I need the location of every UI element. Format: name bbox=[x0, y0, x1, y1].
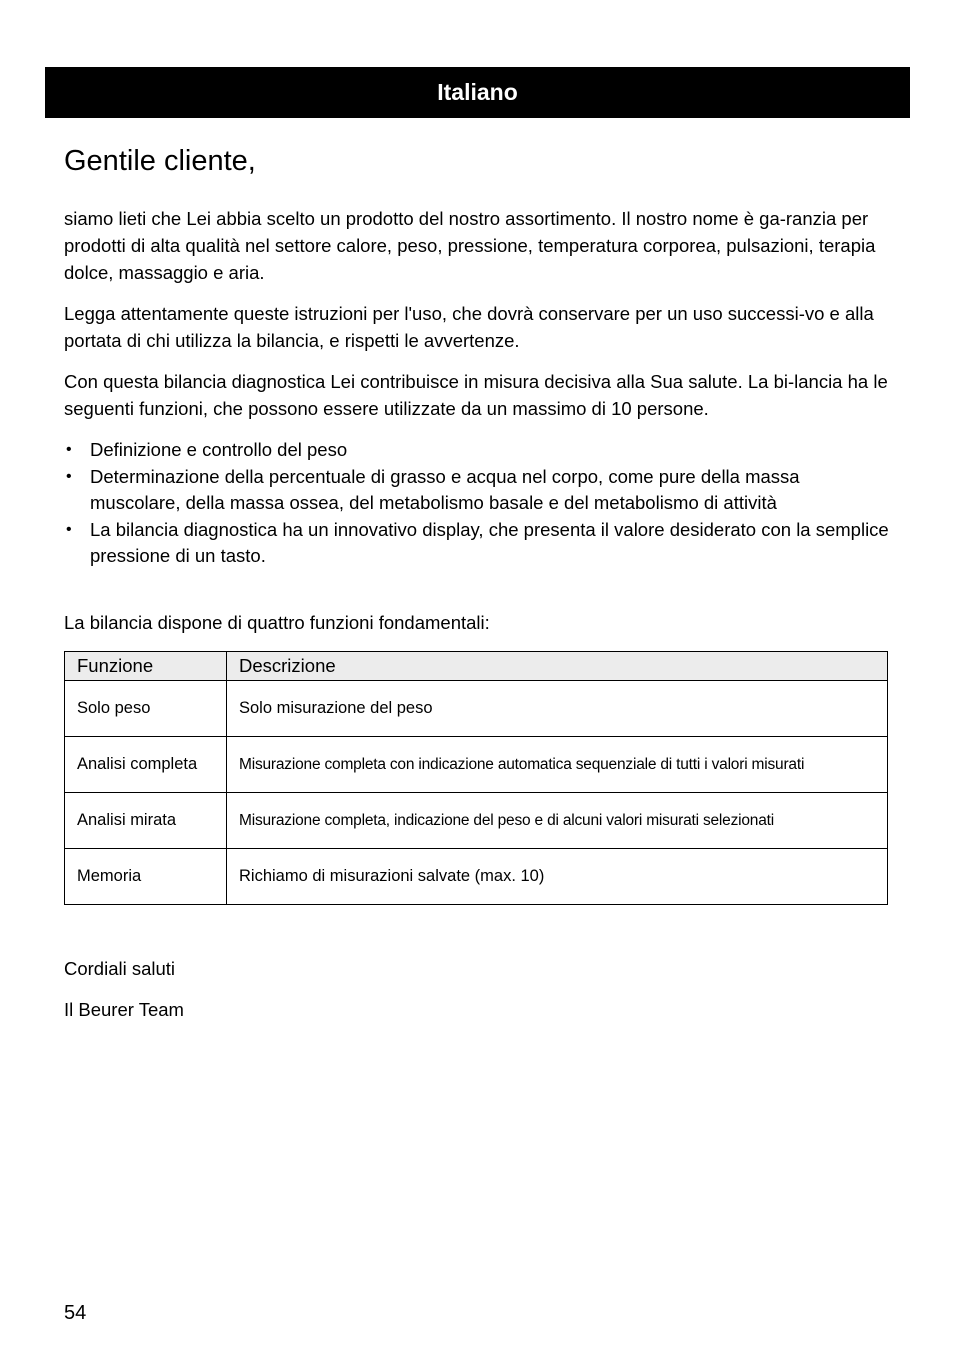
cell-description: Misurazione completa con indicazione automatica sequenziale di tutti i valori misurati bbox=[227, 737, 888, 793]
header-description: Descrizione bbox=[227, 652, 888, 681]
feature-list bbox=[64, 437, 894, 570]
cell-description: Misurazione completa, indicazione del peso e di alcuni valori misurati selezionati bbox=[227, 793, 888, 849]
table-intro: La bilancia dispone di quattro funzioni fondamentali: bbox=[64, 612, 490, 633]
cell-description: Solo misurazione del peso bbox=[227, 681, 888, 737]
bullet-icon: • bbox=[66, 521, 72, 538]
list-item: • Determinazione della percentuale di grasso e acqua nel corpo, come pure della massa muscolare, della massa ossea, del metabolismo basale e del metabolismo di attività bbox=[66, 466, 800, 513]
table-row bbox=[65, 849, 888, 905]
page-number: 54 bbox=[64, 1302, 87, 1324]
cell-function: Analisi mirata bbox=[65, 793, 227, 849]
list-item: • La bilancia diagnostica ha un innovativo display, che presenta il valore desiderato con la semplice pressione di un tasto. bbox=[66, 519, 889, 566]
closing-salute: Cordiali saluti bbox=[64, 958, 176, 979]
intro-paragraph: siamo lieti che Lei abbia scelto un prodotto del nostro assortimento. Il nostro nome è ga-ranzia per prodotti di alta qualità nel settore calore, peso, pressione, temperatura corporea, pulsazioni, terapia dolce, massaggio e aria. bbox=[64, 208, 876, 283]
bullet-icon: • bbox=[66, 468, 72, 485]
table-row bbox=[65, 793, 888, 849]
table-row bbox=[65, 737, 888, 793]
greeting-heading: Gentile cliente, bbox=[64, 145, 256, 177]
cell-function: Memoria bbox=[65, 849, 227, 905]
language-header bbox=[45, 67, 910, 118]
cell-function: Solo peso bbox=[65, 681, 227, 737]
cell-function: Analisi completa bbox=[65, 737, 227, 793]
bullet-icon: • bbox=[66, 441, 72, 458]
closing-signature: Il Beurer Team bbox=[64, 999, 184, 1020]
table-row bbox=[65, 681, 888, 737]
functions-paragraph: Con questa bilancia diagnostica Lei contribuisce in misura decisiva alla Sua salute. La bi-lancia ha le seguenti funzioni, che possono essere utilizzate da un massimo di 10 persone. bbox=[64, 371, 888, 419]
language-label: Italiano bbox=[437, 79, 518, 105]
list-item: • Definizione e controllo del peso bbox=[64, 437, 894, 463]
table-header-row bbox=[65, 652, 888, 681]
header-function: Funzione bbox=[65, 652, 227, 681]
cell-description: Richiamo di misurazioni salvate (max. 10) bbox=[227, 849, 888, 905]
instructions-paragraph: Legga attentamente queste istruzioni per l'uso, che dovrà conservare per un uso successi-vo e alla portata di chi utilizza la bilancia, e rispetti le avvertenze. bbox=[64, 303, 874, 351]
functions-table bbox=[64, 651, 888, 905]
